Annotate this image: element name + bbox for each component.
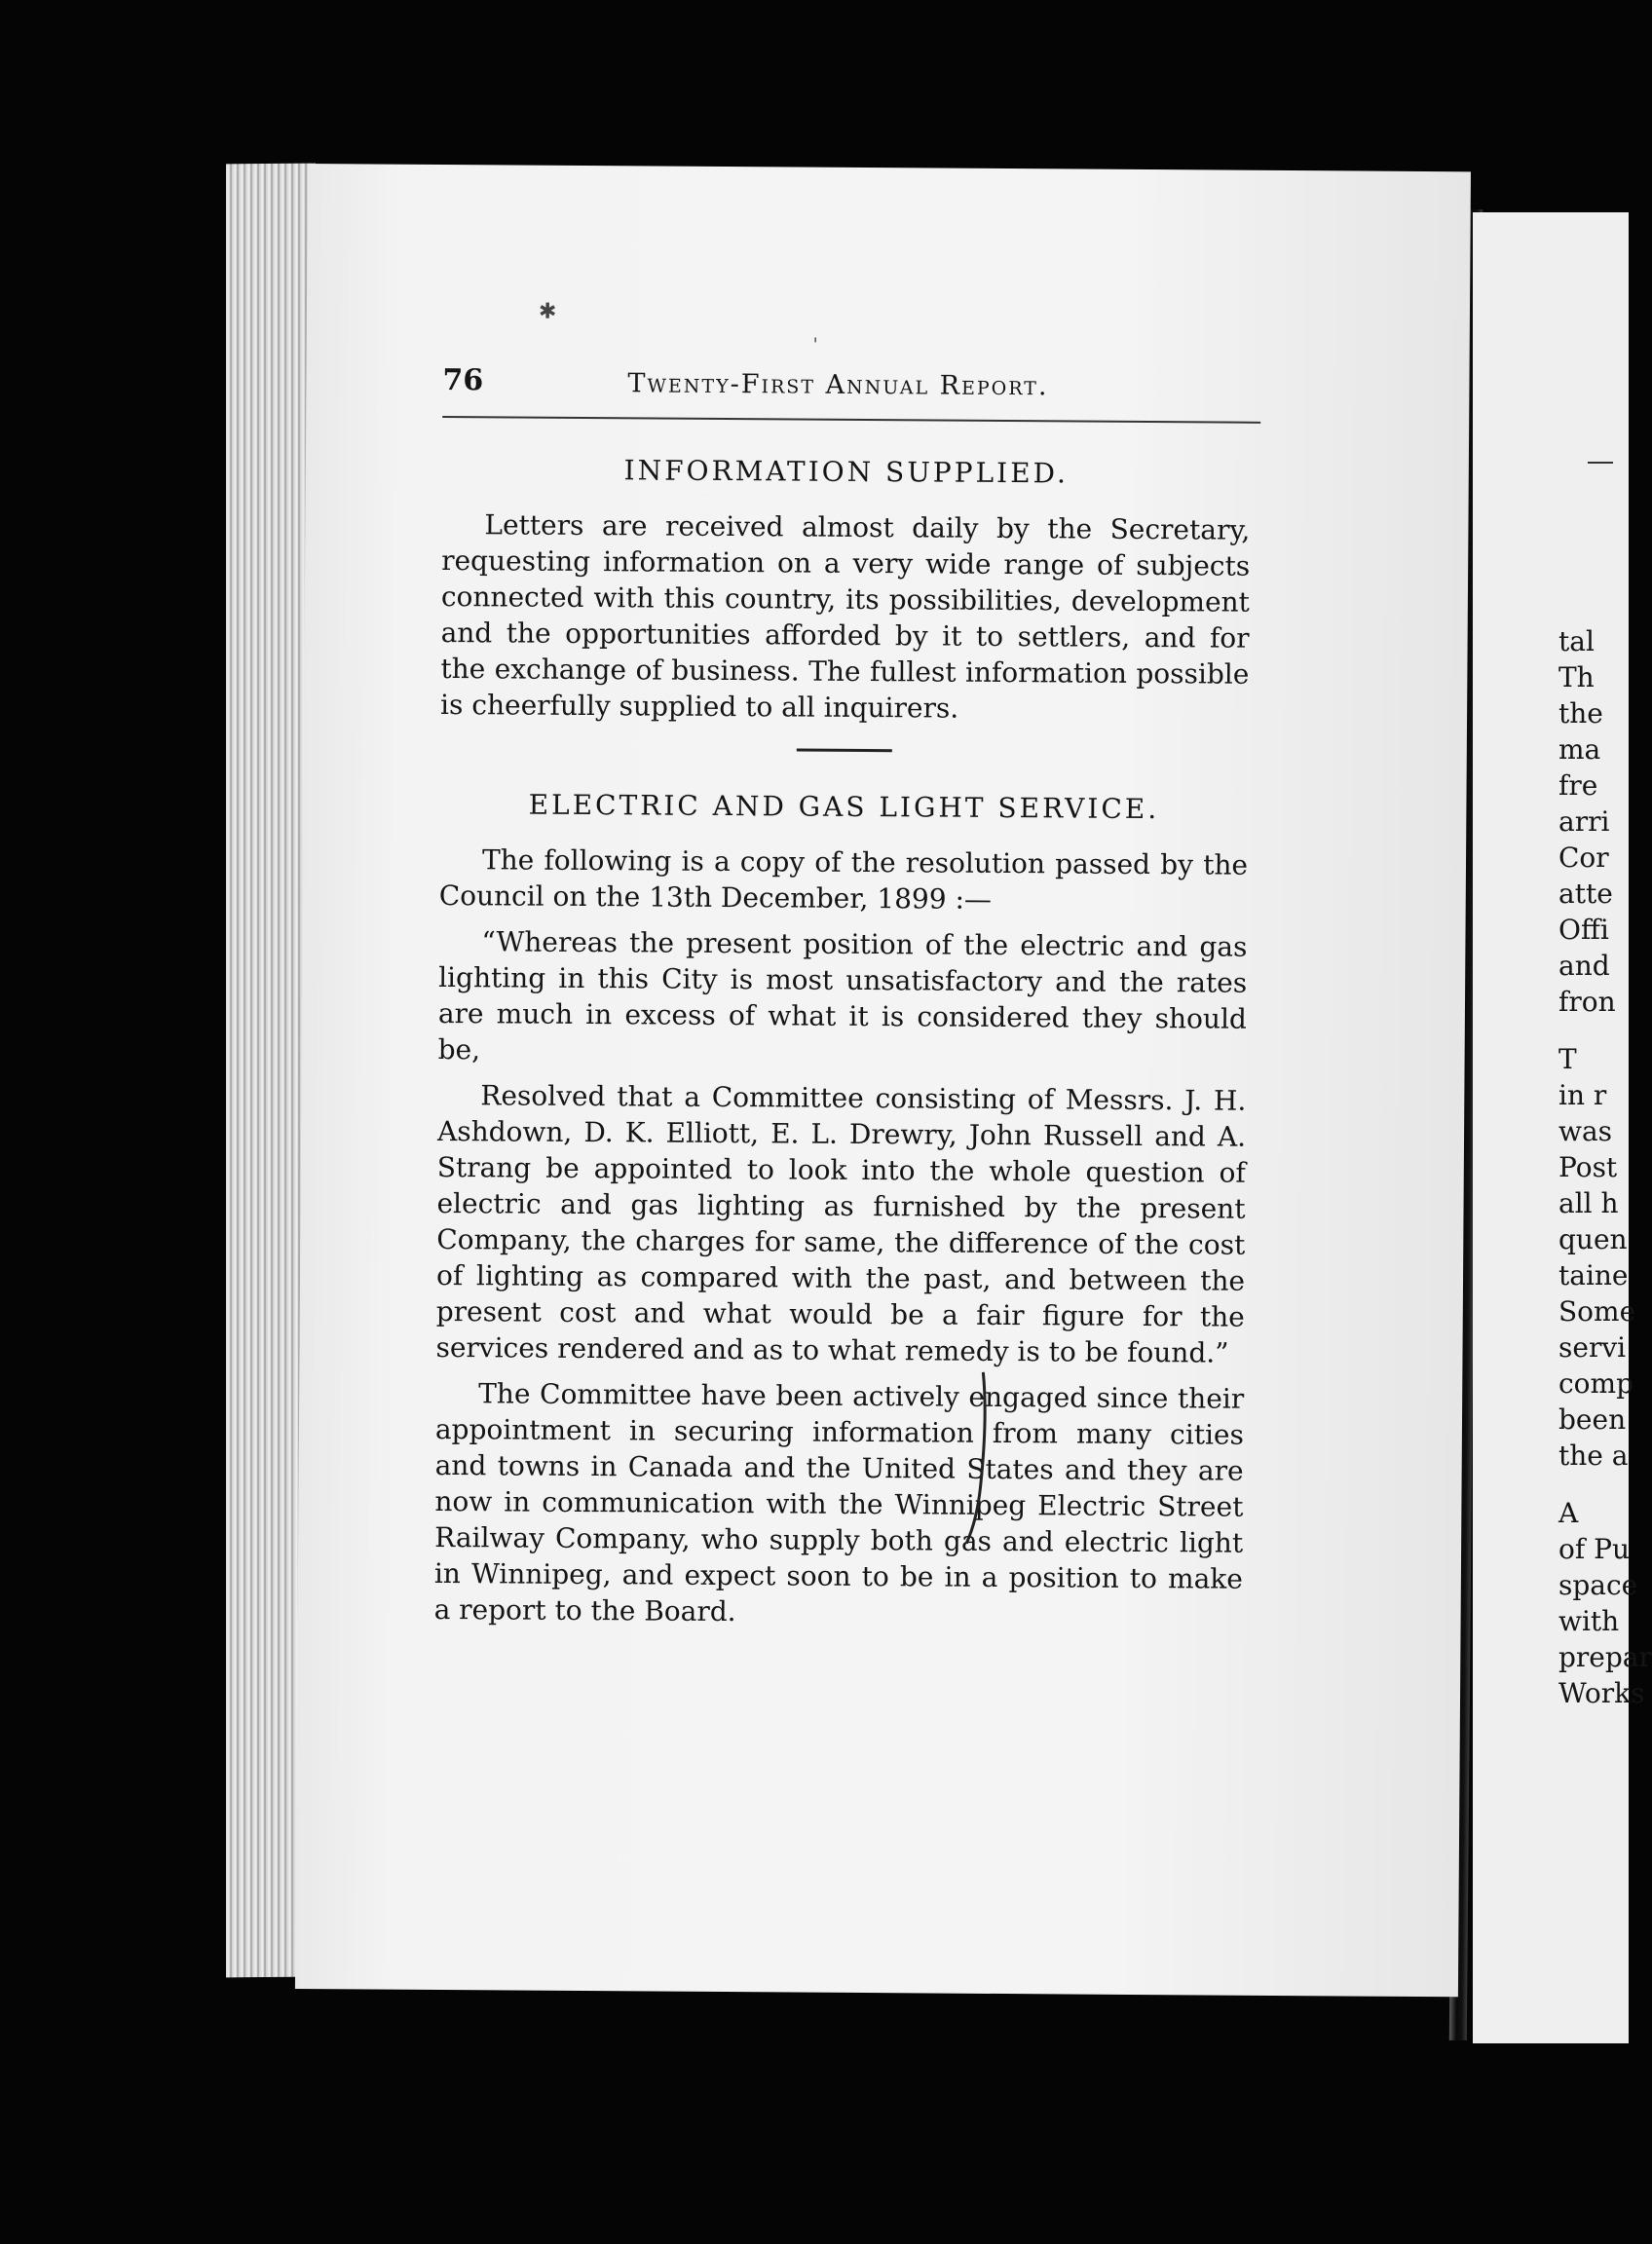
right-fragment: of Pu — [1558, 1533, 1630, 1565]
right-fragment: fre — [1558, 769, 1598, 802]
running-head — [442, 350, 1251, 414]
section-heading-electric-gas: ELECTRIC AND GAS LIGHT SERVICE. — [528, 788, 1160, 826]
right-fragment: Works — [1558, 1677, 1645, 1709]
right-fragment: in r — [1558, 1079, 1607, 1111]
right-page-text — [1558, 623, 1652, 1711]
right-fragment: fron — [1558, 986, 1616, 1018]
right-fragment: with — [1558, 1605, 1620, 1637]
paragraph: The Committee have been actively engaged since their appointment in securing information from many cities and towns in Canada and the United States and they are now in communication with the Winnipeg Electric Street Railway Company, who supply both gas and electric light in Winnipeg, and expect soon to be in a position to make a report to the Board. — [433, 1377, 1245, 1628]
right-fragment: comp — [1558, 1367, 1634, 1400]
right-fragment: Post — [1558, 1151, 1618, 1183]
left-page — [295, 164, 1471, 1997]
right-fragment: servi — [1558, 1331, 1627, 1364]
right-fragment: Offi — [1558, 914, 1609, 946]
right-fragment: taine — [1558, 1259, 1629, 1291]
right-fragment: ma — [1558, 733, 1601, 766]
quoted-resolution-whereas: “Whereas the present position of the electric and gas lighting in this City is most unsatisfactory and the rates are much in excess of what it is considered they should be, — [437, 925, 1248, 1066]
pencil-mark — [962, 1370, 1002, 1546]
right-fragment: Cor — [1558, 842, 1609, 874]
right-fragment: tal — [1558, 625, 1595, 657]
right-fragment: was — [1558, 1115, 1613, 1147]
section-heading-information-supplied: INFORMATION SUPPLIED. — [623, 454, 1070, 490]
right-fragment: Some — [1558, 1295, 1636, 1328]
right-fragment: the a — [1558, 1440, 1629, 1472]
right-fragment: quen — [1558, 1223, 1628, 1255]
right-fragment: been — [1558, 1403, 1627, 1436]
right-fragment: prepar — [1558, 1641, 1652, 1673]
header-rule — [442, 416, 1260, 424]
right-fragment: space — [1558, 1569, 1638, 1601]
right-fragment: arri — [1558, 805, 1610, 838]
right-fragment: and — [1558, 950, 1610, 982]
ink-speck: ' — [812, 334, 818, 355]
paragraph: Letters are received almost daily by the Secretary, requesting information on a very wide range of subjects connected with this country, its possibilities, development and the opportunities afforded by it to settlers, and for the exchange of business. The fullest information possible is cheerfully supplied to all inquirers. — [440, 508, 1251, 725]
ink-speck: ✱ — [538, 299, 557, 324]
right-fragment: A — [1558, 1497, 1579, 1529]
right-fragment: atte — [1558, 878, 1613, 910]
page-number: 76 — [442, 362, 484, 398]
right-fragment: the — [1558, 697, 1603, 729]
paragraph: The following is a copy of the resolution passed by the Council on the 13th December, 1899 :— — [438, 843, 1249, 916]
quoted-resolution-resolved: Resolved that a Committee consisting of Messrs. J. H. Ashdown, D. K. Elliott, E. L. Drewry, John Russell and A. Strang be appointed to look into the whole question of electric and gas lighting as furnished by the present Company, the charges for same, the difference of the cost of lighting as compared with the past, and between the present cost and what would be a fair figure for the services rendered and as to what remedy is to be found.” — [435, 1079, 1247, 1369]
right-page-rule — [1588, 462, 1613, 464]
right-fragment: T — [1558, 1043, 1577, 1075]
right-fragment: all h — [1558, 1187, 1619, 1219]
page-content — [433, 350, 1251, 1643]
section-divider — [797, 749, 892, 753]
running-title: Twenty-First Annual Report. — [627, 368, 1049, 402]
right-fragment: Th — [1558, 661, 1595, 693]
